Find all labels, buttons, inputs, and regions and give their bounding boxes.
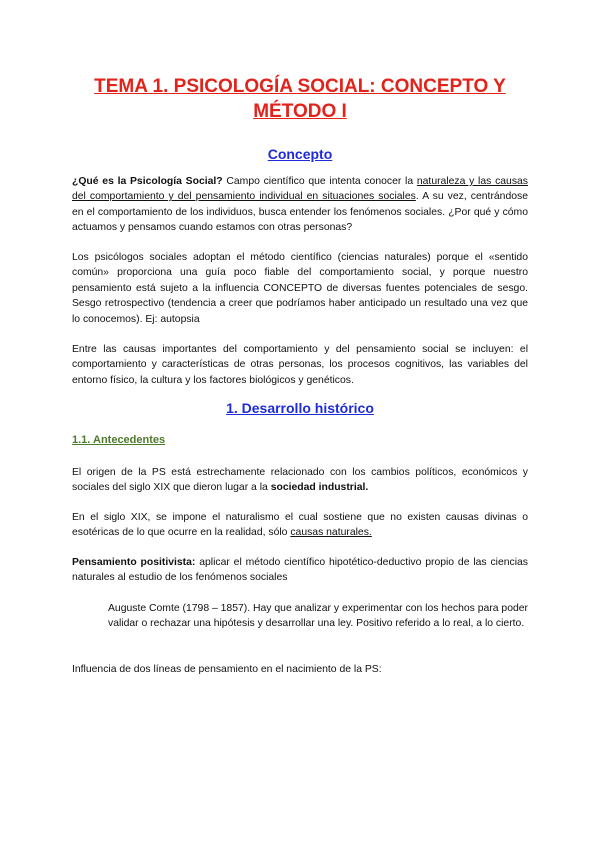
naturalism-underlined: causas naturales. [290, 527, 372, 539]
positivism-text: aplicar el método científico hipotético-deductivo propio de las ciencias naturales al estudio de los fenómenos sociales [72, 557, 528, 584]
definition-text-b: . A su vez, centrándose en el comportamiento de los individuos, busca entender los fenómenos sociales. ¿Por qué y cómo actuamos y pensamos cuando estamos con otras personas? [72, 191, 528, 234]
positivism-label: Pensamiento positivista: [72, 557, 196, 568]
paragraph-scientific-method: Los psicólogos sociales adoptan el método científico (ciencias naturales) porque el «sentido común» proporciona una guía poco fiable del comportamiento social, y porque nuestro pensamiento está sujeto a la influencia CONCEPTO de diversas fuentes potenciales de sesgo. Sesgo retrospectivo (tendencia a creer que podríamos haber anticipado un resultado una vez que lo conocemos). Ej: autopsia [72, 252, 528, 325]
paragraph-causes: Entre las causas importantes del comportamiento y del pensamiento social se incluyen: el comportamiento y características de otras personas, los procesos cognitivos, las variables del entorno físico, la cultura y los factores biológicos y genéticos. [72, 344, 528, 386]
document-title [60, 74, 540, 124]
origin-bold: sociedad industrial. [270, 482, 369, 494]
title-line-2: MÉTODO I [253, 101, 347, 122]
heading-concepto: Concepto [267, 146, 333, 162]
paragraph-naturalism [72, 510, 528, 541]
paragraph-influence: Influencia de dos líneas de pensamiento en el nacimiento de la PS: [72, 664, 382, 675]
origin-text: El origen de la PS está estrechamente relacionado con los cambios políticos, económicos y sociales del siglo XIX que dieron lugar a la [72, 467, 528, 494]
heading-desarrollo-historico: 1. Desarrollo histórico [226, 400, 374, 416]
title-line-1: TEMA 1. PSICOLOGÍA SOCIAL: CONCEPTO Y [94, 76, 506, 97]
paragraph-origin [72, 465, 528, 496]
paragraph-comte: Auguste Comte (1798 – 1857). Hay que analizar y experimentar con los hechos para poder validar o rechazar una hipótesis y desarrollar una ley. Positivo referido a lo real, a lo cierto. [108, 603, 528, 630]
definition-underlined: naturaleza y las causas del comportamiento y del pensamiento individual en situaciones sociales [72, 176, 529, 203]
paragraph-positivism [72, 555, 528, 586]
paragraph-definition [72, 174, 528, 236]
definition-text-a: Campo científico que intenta conocer la [222, 176, 417, 187]
definition-question: ¿Qué es la Psicología Social? [72, 176, 223, 187]
naturalism-text: En el siglo XIX, se impone el naturalismo el cual sostiene que no existen causas divinas o esotéricas de lo que ocurre en la realidad, sólo [72, 512, 528, 539]
heading-antecedentes: 1.1. Antecedentes [72, 434, 166, 446]
